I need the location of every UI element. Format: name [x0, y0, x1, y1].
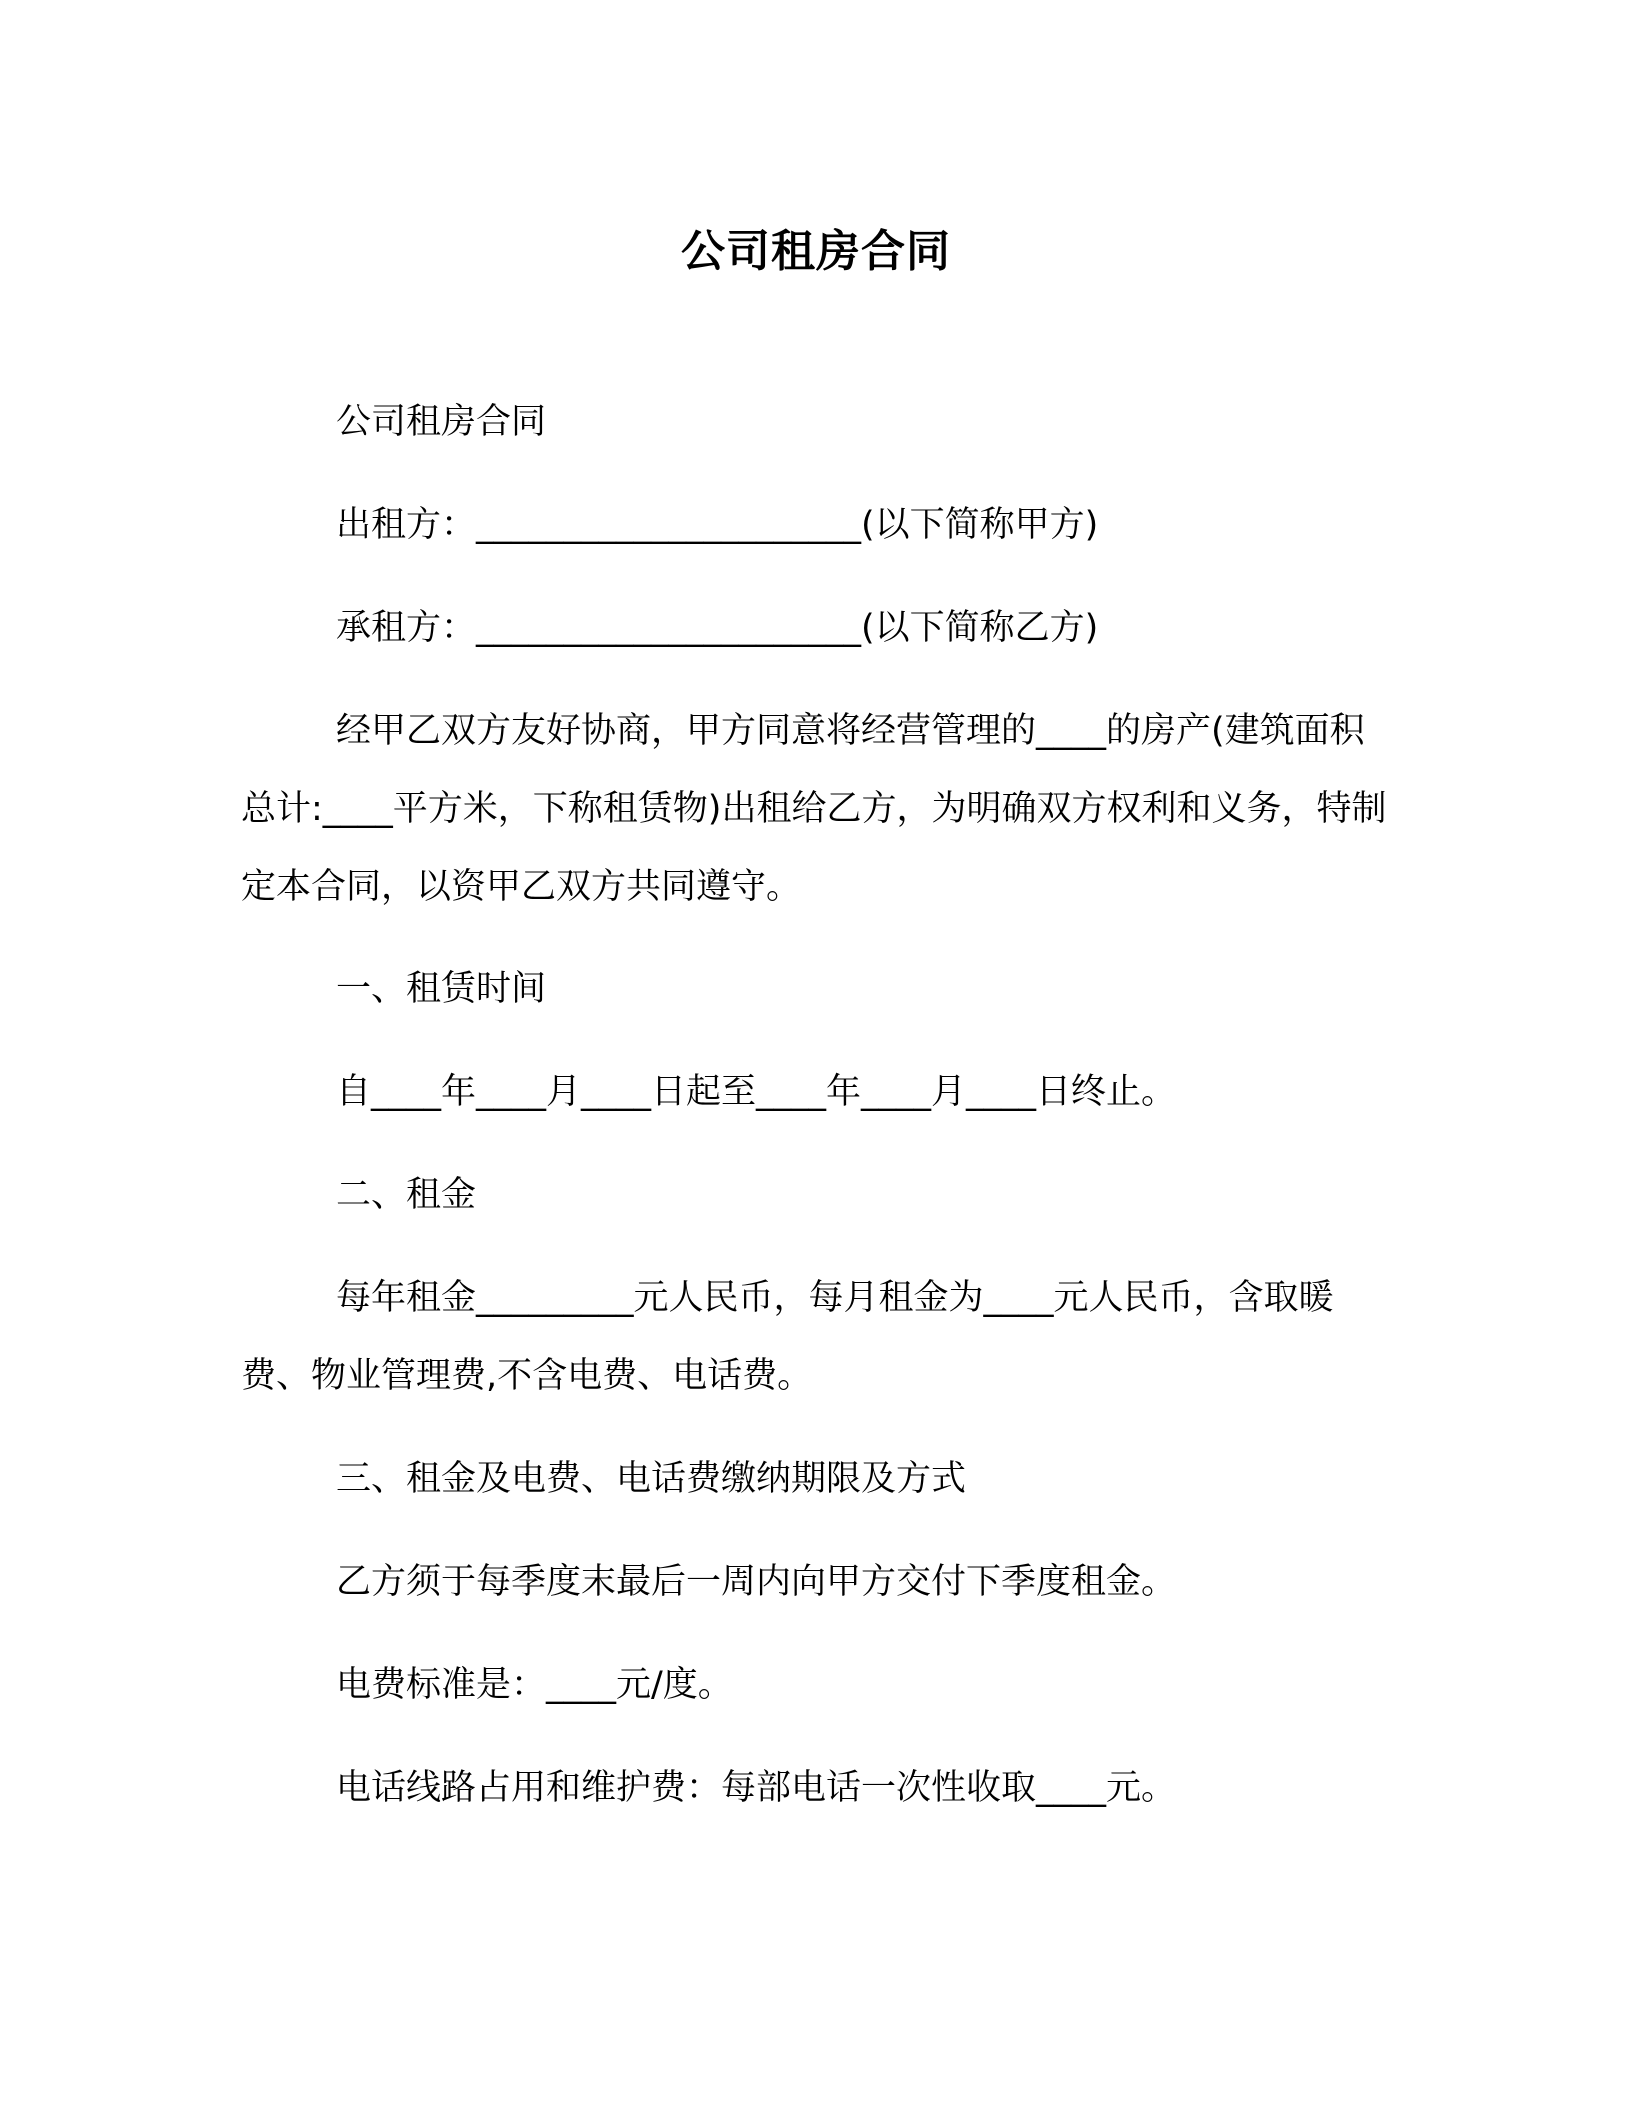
- section-2-text: 每年租金_________元人民币，每月租金为____元人民币，含取暖费、物业管理费,不含电费、电话费。: [241, 1278, 1334, 1396]
- section-3-line-2: 电费标准是：____元/度。: [336, 1665, 733, 1705]
- document-subtitle: 公司租房合同: [336, 402, 547, 442]
- intro-paragraph: 经甲乙双方友好协商，甲方同意将经营管理的____的房产(建筑面积总计:____平方米，下称租赁物)出租给乙方，为明确双方权利和义务，特制定本合同，以资甲乙双方共同遵守。: [241, 711, 1387, 907]
- section-2-heading: 二、租金: [336, 1175, 477, 1215]
- lessor-line: 出租方：______________________(以下简称甲方): [336, 505, 1099, 545]
- lessee-line: 承租方：______________________(以下简称乙方): [336, 608, 1099, 648]
- section-1-heading: 一、租赁时间: [336, 969, 547, 1009]
- section-3-line-3: 电话线路占用和维护费：每部电话一次性收取____元。: [336, 1768, 1177, 1808]
- section-3-line-1: 乙方须于每季度末最后一周内向甲方交付下季度租金。: [336, 1562, 1177, 1602]
- section-1-text: 自____年____月____日起至____年____月____日终止。: [336, 1072, 1177, 1112]
- section-3-heading: 三、租金及电费、电话费缴纳期限及方式: [336, 1459, 967, 1499]
- document-title: 公司租房合同: [681, 226, 951, 277]
